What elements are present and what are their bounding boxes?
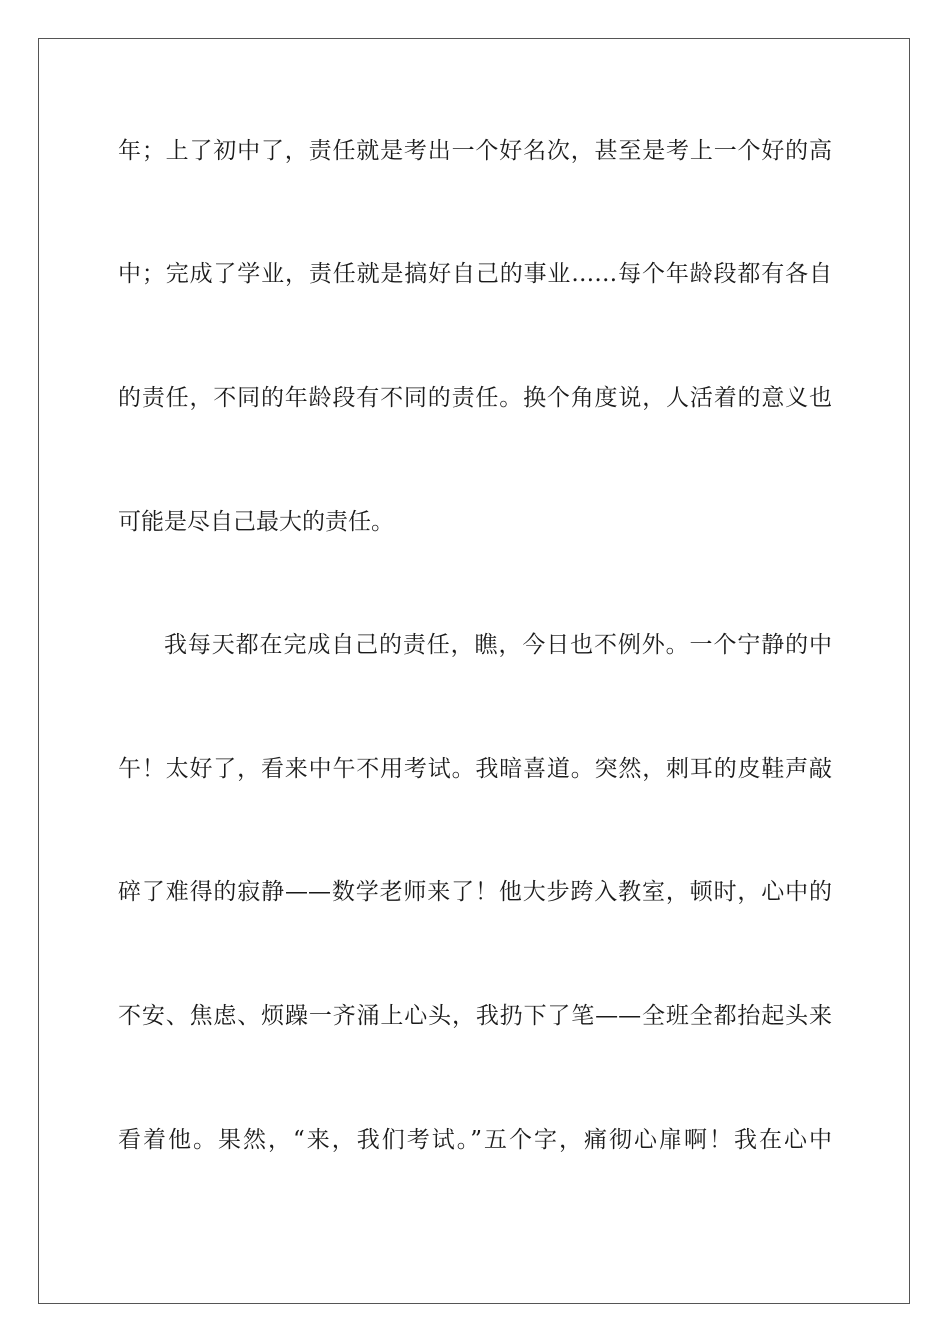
paragraph-1-line-3: 的责任，不同的年龄段有不同的责任。换个角度说，人活着的意义也 xyxy=(118,385,832,411)
paragraph-1-line-4: 可能是尽自己最大的责任。 xyxy=(118,509,394,535)
paragraph-2-line-4: 不安、焦虑、烦躁一齐涌上心头，我扔下了笔——全班全都抬起头来 xyxy=(118,1003,832,1029)
paragraph-1-line-1: 年；上了初中了，责任就是考出一个好名次，甚至是考上一个好的高 xyxy=(118,138,832,164)
page-border xyxy=(38,38,910,1304)
paragraph-1-line-2: 中；完成了学业，责任就是搞好自己的事业……每个年龄段都有各自 xyxy=(118,261,832,287)
paragraph-2-line-2: 午！太好了，看来中午不用考试。我暗喜道。突然，刺耳的皮鞋声敲 xyxy=(118,756,832,782)
paragraph-2-line-5: 看着他。果然，“来，我们考试。”五个字，痛彻心扉啊！我在心中 xyxy=(118,1127,832,1153)
paragraph-2-line-1: 我每天都在完成自己的责任，瞧，今日也不例外。一个宁静的中 xyxy=(164,632,832,658)
paragraph-2-line-3: 碎了难得的寂静——数学老师来了！他大步跨入教室，顿时，心中的 xyxy=(118,879,832,905)
